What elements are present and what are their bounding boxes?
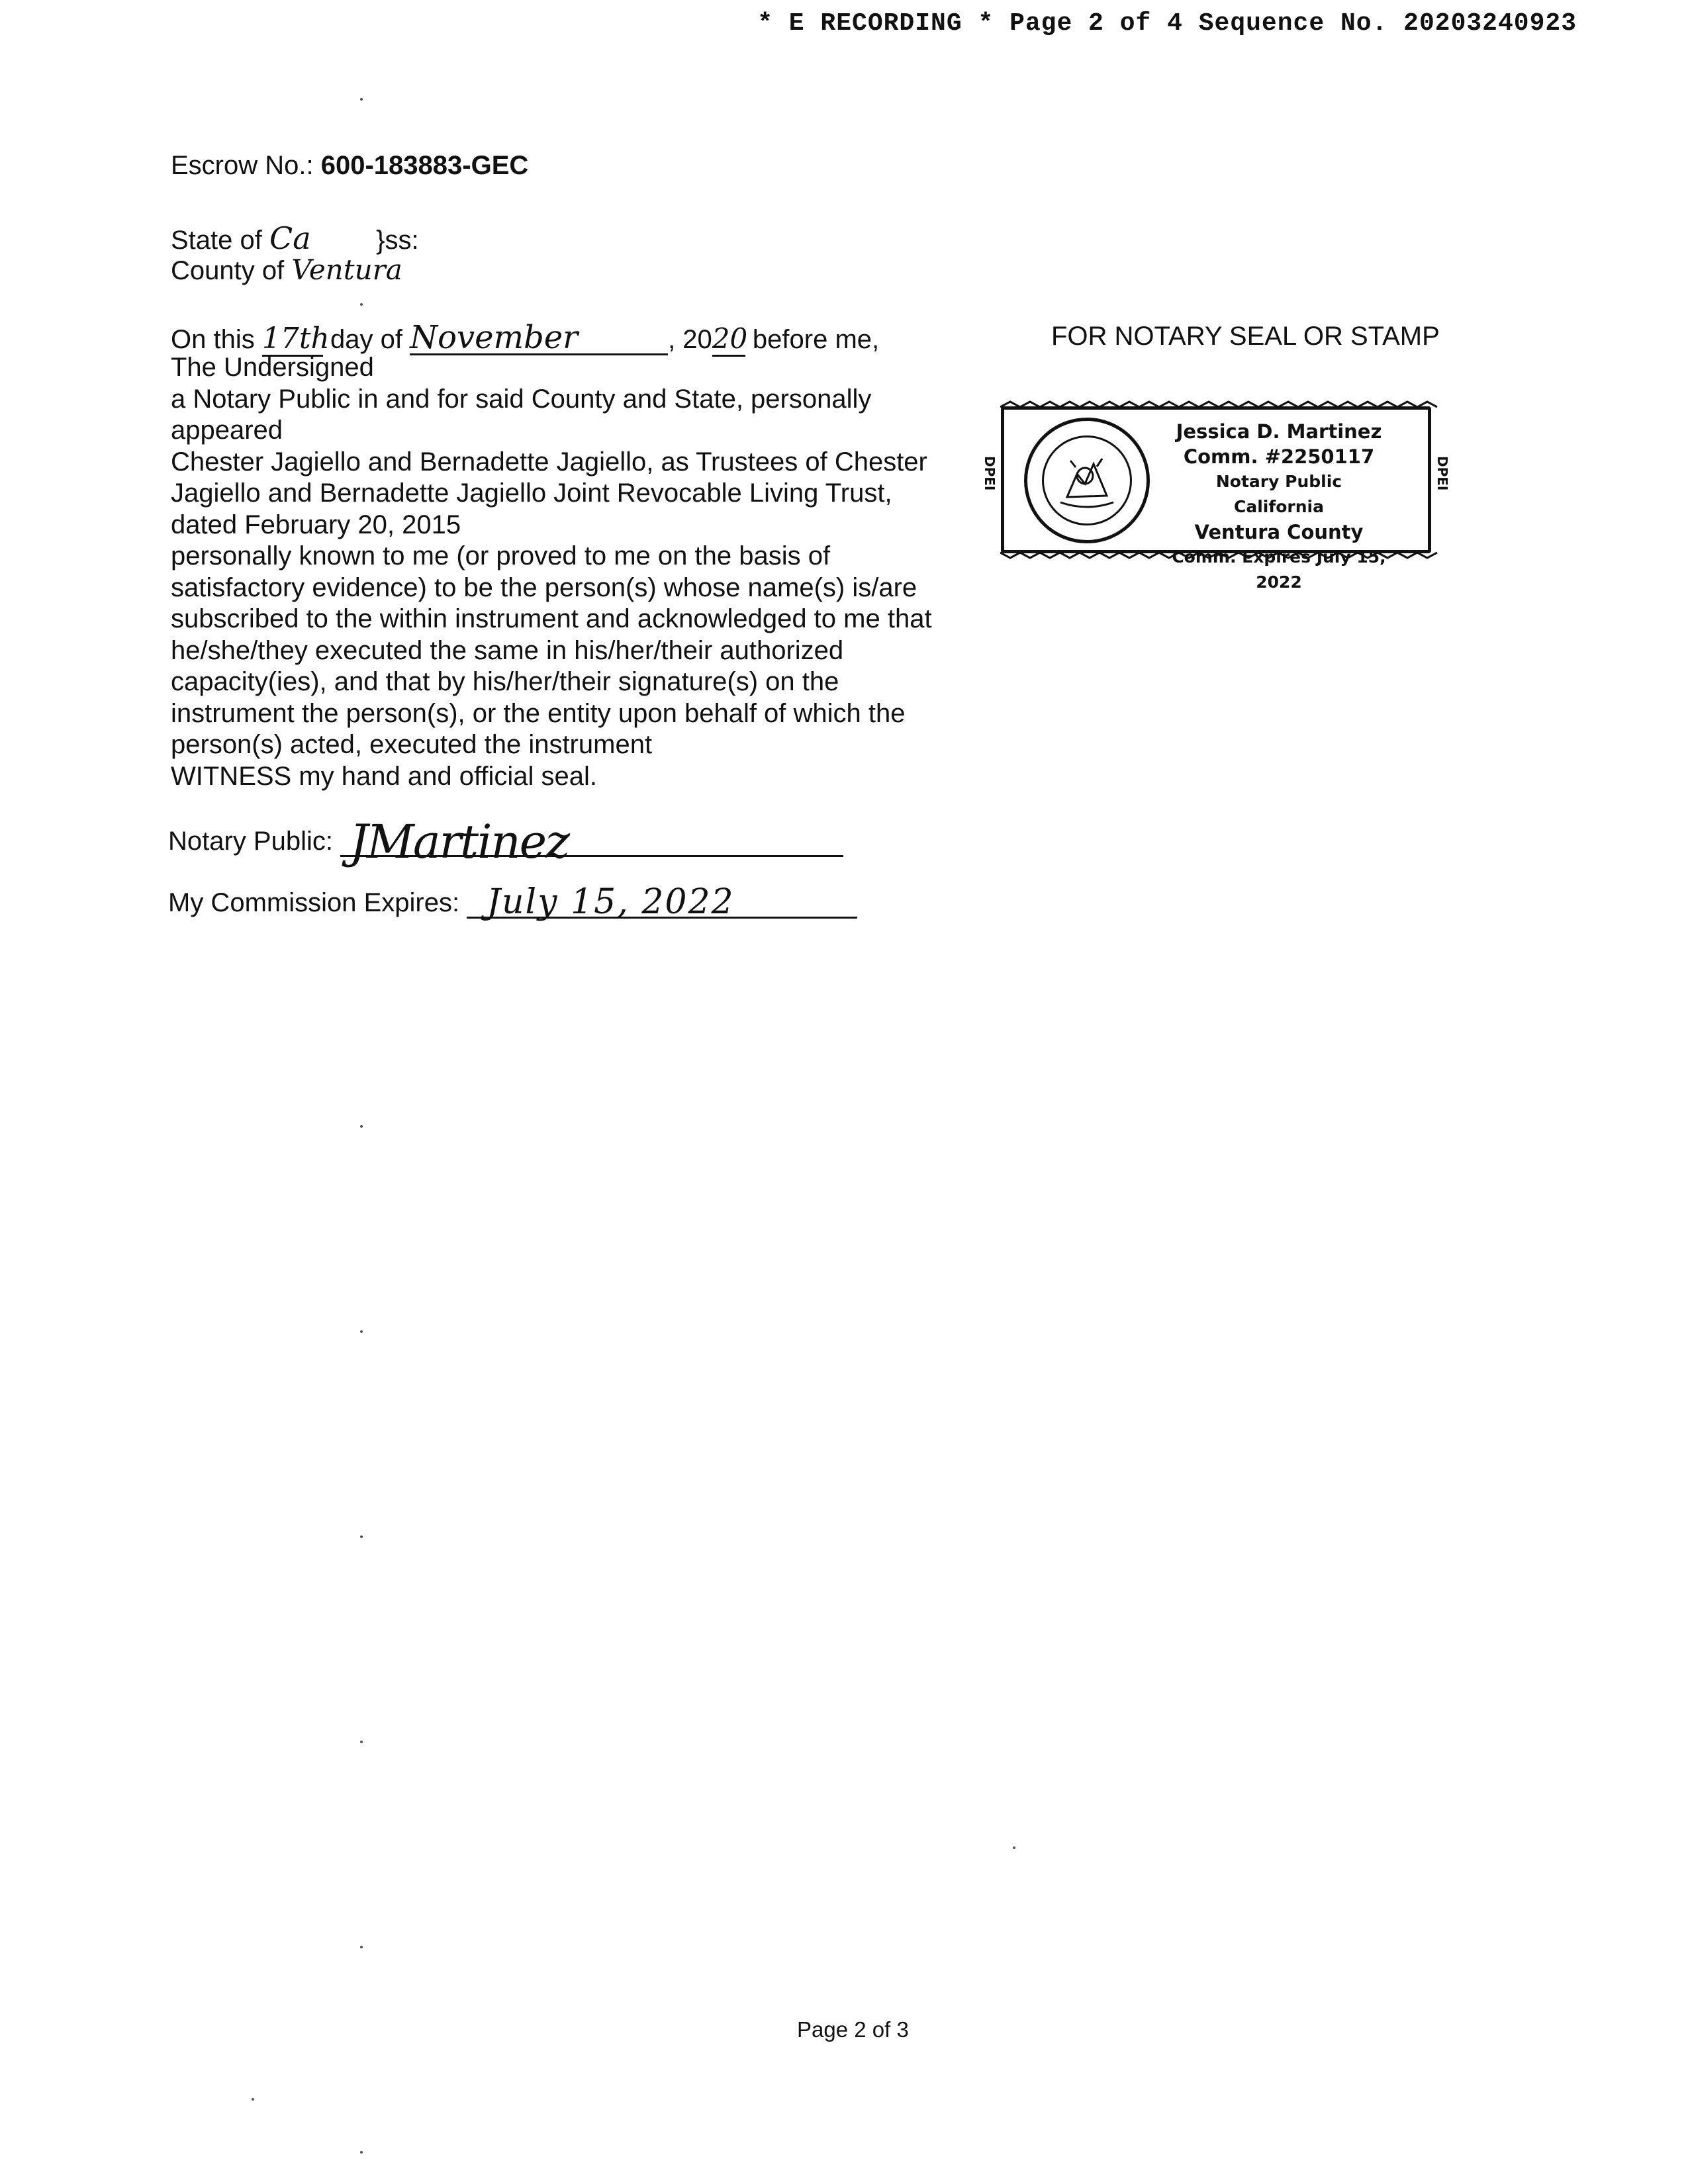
notary-stamp [982, 406, 1450, 592]
county-handwritten: Ventura [291, 253, 402, 286]
scan-speck [360, 1946, 363, 1948]
notary-signature-line [168, 815, 843, 869]
ack-line: appeared [171, 416, 283, 445]
scan-speck [1013, 1846, 1015, 1849]
notary-signature: JMartinez [350, 815, 569, 869]
stamp-county: Ventura County [1194, 521, 1364, 543]
scan-speck [252, 2098, 254, 2101]
day-handwritten: 17th [261, 322, 330, 355]
state-handwritten: Ca [269, 220, 311, 256]
scan-speck [360, 1535, 363, 1538]
stamp-notary-title: Notary Public California [1215, 472, 1342, 516]
escrow-label: Escrow No.: [171, 151, 314, 180]
ack-line: instrument the person(s), or the entity upon behalf of which the [171, 698, 906, 728]
ack-line: he/she/they executed the same in his/her/their authorized [171, 635, 844, 665]
commission-expires-label: My Commission Expires: [168, 888, 460, 917]
on-this-label: On this [171, 325, 255, 354]
ack-line: The Undersigned [171, 353, 374, 382]
recording-header: * E RECORDING * Page 2 of 4 Sequence No. 20203240923 [757, 9, 1577, 38]
stamp-right-mark: DPEI [1434, 456, 1450, 491]
county-label: County of [171, 256, 285, 285]
state-seal-icon [1024, 418, 1150, 543]
ack-line: WITNESS my hand and official seal. [171, 761, 597, 791]
ss-mark: }ss: [376, 226, 419, 255]
stamp-top-edge [1000, 400, 1438, 408]
scan-speck [360, 303, 363, 306]
ack-line: personally known to me (or proved to me on the basis of [171, 541, 831, 570]
stamp-commission-number: Comm. #2250117 [1183, 445, 1375, 468]
acknowledgment-body [171, 352, 932, 792]
ack-line: Jagiello and Bernadette Jagiello Joint Revocable Living Trust, [171, 478, 892, 508]
year-prefix: , 20 [668, 325, 712, 354]
page-number: Page 2 of 3 [797, 2017, 909, 2042]
ack-line: subscribed to the within instrument and acknowledged to me that [171, 604, 932, 633]
escrow-number: 600-183883-GEC [320, 151, 529, 180]
commission-expires-field [467, 882, 857, 922]
seal-inner-ring [1042, 435, 1132, 525]
commission-expires-line [168, 882, 857, 922]
scan-speck [360, 98, 363, 101]
notary-public-label: Notary Public: [168, 827, 333, 856]
scan-speck [360, 1125, 363, 1128]
stamp-text-block [1170, 419, 1388, 595]
scan-speck [360, 1741, 363, 1743]
scan-speck [360, 2151, 363, 2154]
scan-speck [360, 1330, 363, 1333]
before-me-label: before me, [752, 325, 880, 354]
commission-expires-handwritten: July 15, 2022 [487, 882, 735, 922]
ack-line: Chester Jagiello and Bernadette Jagiello, as Trustees of Chester [171, 447, 927, 477]
signature-field [340, 815, 843, 869]
county-line [171, 254, 402, 287]
escrow-line [171, 150, 528, 181]
stamp-notary-name: Jessica D. Martinez [1176, 420, 1382, 443]
ack-line: dated February 20, 2015 [171, 510, 461, 539]
ack-line: capacity(ies), and that by his/her/their signature(s) on the [171, 667, 839, 696]
state-line [171, 222, 419, 256]
seal-area-label: FOR NOTARY SEAL OR STAMP [1051, 322, 1440, 351]
stamp-left-mark: DPEI [982, 456, 998, 491]
ack-line: a Notary Public in and for said County and State, personally [171, 384, 872, 414]
state-label: State of [171, 226, 262, 255]
day-of-label: day of [330, 325, 402, 354]
ack-line: person(s) acted, executed the instrument [171, 730, 653, 759]
month-handwritten: November [410, 322, 668, 355]
stamp-expiry: Comm. Expires July 15, 2022 [1172, 547, 1386, 592]
year-handwritten: 20 [712, 323, 745, 357]
ack-line: satisfactory evidence) to be the person(s) whose name(s) is/are [171, 572, 917, 602]
seal-emblem-icon [1044, 437, 1130, 523]
